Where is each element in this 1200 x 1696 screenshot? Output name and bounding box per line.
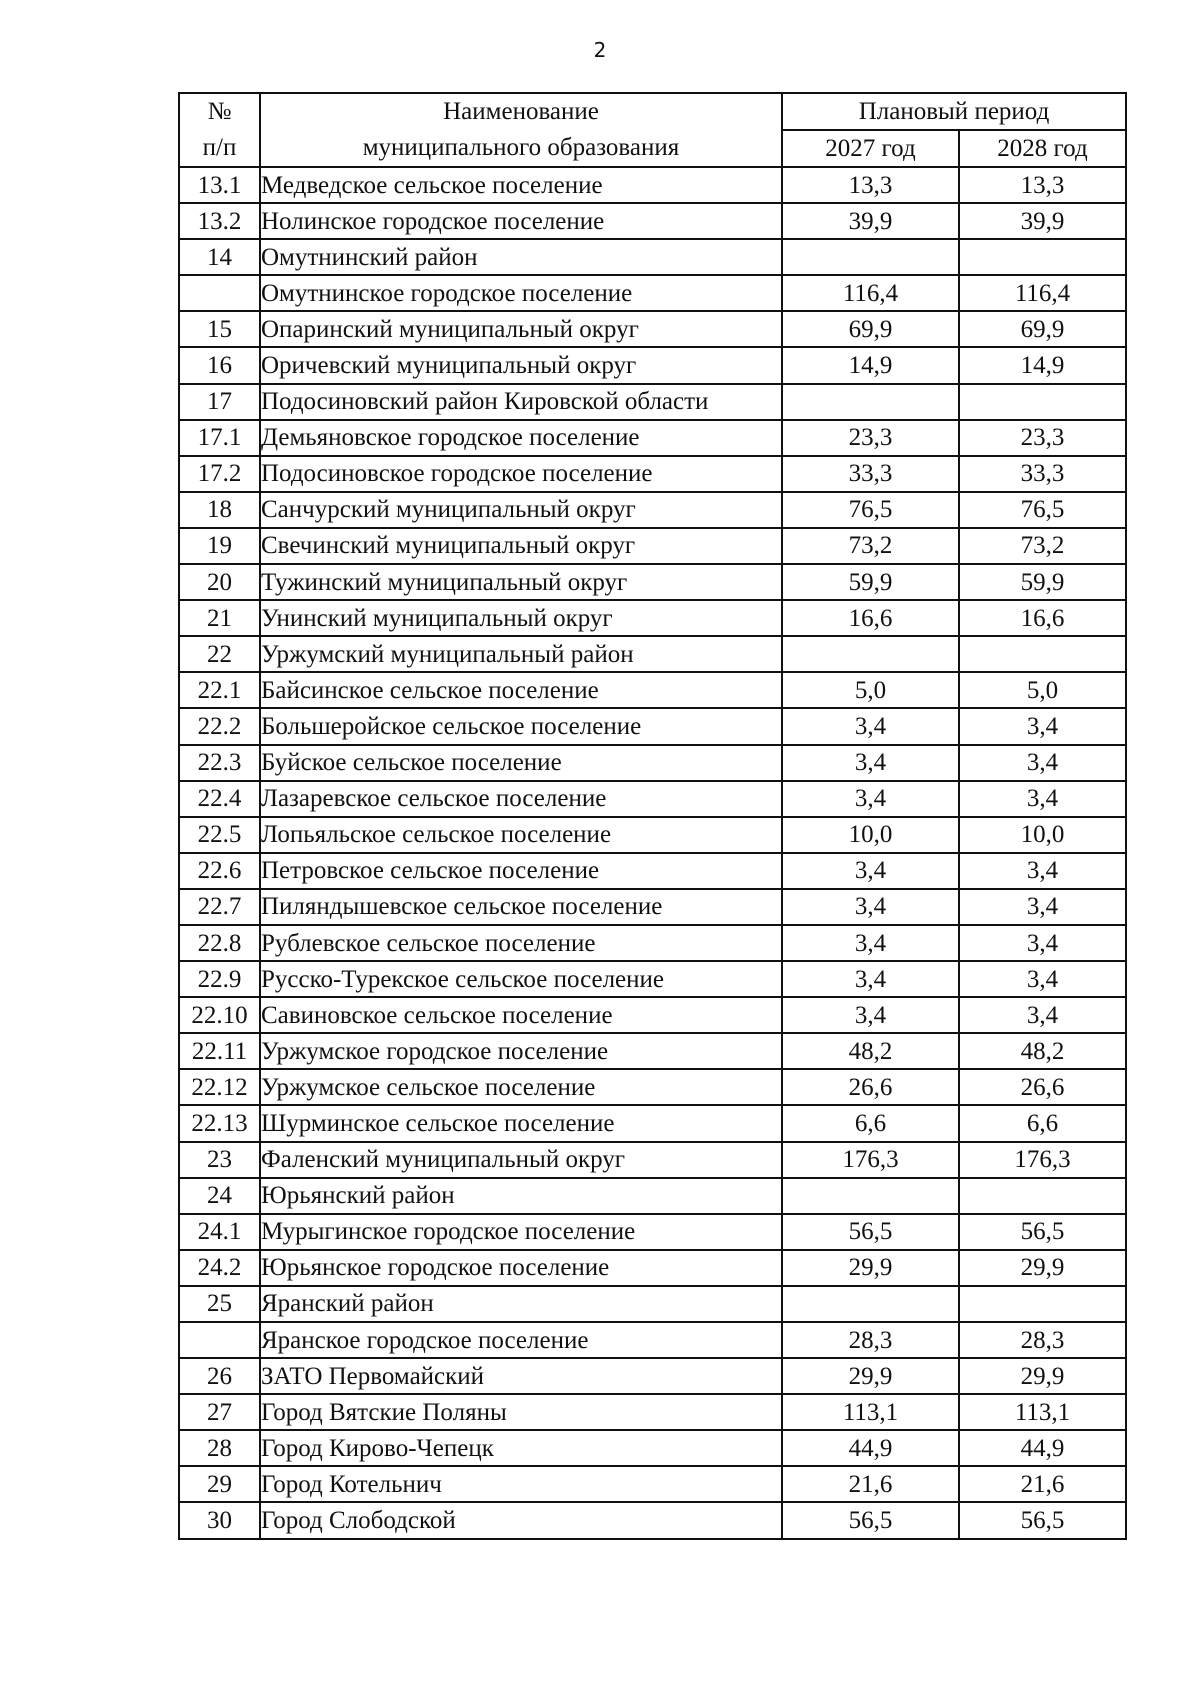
row-value-2027: 29,9 bbox=[782, 1250, 959, 1286]
row-value-2027: 3,4 bbox=[782, 997, 959, 1033]
row-number: 19 bbox=[179, 528, 260, 564]
row-value-2027: 13,3 bbox=[782, 167, 959, 203]
table-row bbox=[179, 203, 1126, 239]
row-value-2027 bbox=[782, 636, 959, 672]
row-municipality-name: Уржумское сельское поселение bbox=[260, 1069, 782, 1105]
row-municipality-name: Медведское сельское поселение bbox=[260, 167, 782, 203]
row-municipality-name: Юрьянский район bbox=[260, 1178, 782, 1214]
table-row bbox=[179, 997, 1126, 1033]
row-value-2028: 116,4 bbox=[959, 275, 1126, 311]
row-municipality-name: Унинский муниципальный округ bbox=[260, 600, 782, 636]
row-value-2028: 3,4 bbox=[959, 781, 1126, 817]
table-row bbox=[179, 853, 1126, 889]
row-value-2028 bbox=[959, 636, 1126, 672]
row-number: 22.9 bbox=[179, 961, 260, 997]
row-value-2027: 73,2 bbox=[782, 528, 959, 564]
row-value-2027: 5,0 bbox=[782, 672, 959, 708]
row-municipality-name: Демьяновское городское поселение bbox=[260, 420, 782, 456]
table-row bbox=[179, 1105, 1126, 1141]
row-value-2027: 56,5 bbox=[782, 1502, 959, 1538]
row-municipality-name: Подосиновское городское поселение bbox=[260, 456, 782, 492]
row-value-2028: 59,9 bbox=[959, 564, 1126, 600]
row-value-2028: 176,3 bbox=[959, 1142, 1126, 1178]
table-row bbox=[179, 600, 1126, 636]
table-row bbox=[179, 1214, 1126, 1250]
row-number bbox=[179, 275, 260, 311]
row-number: 26 bbox=[179, 1358, 260, 1394]
row-municipality-name: Город Котельнич bbox=[260, 1466, 782, 1502]
row-municipality-name: Тужинский муниципальный округ bbox=[260, 564, 782, 600]
row-value-2027: 3,4 bbox=[782, 961, 959, 997]
table-row bbox=[179, 347, 1126, 383]
row-number: 13.2 bbox=[179, 203, 260, 239]
row-value-2027: 56,5 bbox=[782, 1214, 959, 1250]
row-municipality-name: Рублевское сельское поселение bbox=[260, 925, 782, 961]
row-municipality-name: Уржумское городское поселение bbox=[260, 1033, 782, 1069]
row-value-2027: 21,6 bbox=[782, 1466, 959, 1502]
table-row bbox=[179, 781, 1126, 817]
row-municipality-name: Мурыгинское городское поселение bbox=[260, 1214, 782, 1250]
row-value-2028: 73,2 bbox=[959, 528, 1126, 564]
table-row bbox=[179, 1430, 1126, 1466]
row-value-2027: 10,0 bbox=[782, 817, 959, 853]
row-value-2028: 3,4 bbox=[959, 853, 1126, 889]
row-number: 22.13 bbox=[179, 1105, 260, 1141]
row-municipality-name: Большеройское сельское поселение bbox=[260, 708, 782, 744]
row-value-2028 bbox=[959, 1286, 1126, 1322]
page-number: 2 bbox=[593, 38, 607, 62]
row-municipality-name: Город Кирово-Чепецк bbox=[260, 1430, 782, 1466]
row-value-2028: 3,4 bbox=[959, 961, 1126, 997]
table-row bbox=[179, 311, 1126, 347]
allocation-table bbox=[178, 92, 1127, 1540]
row-municipality-name: Шурминское сельское поселение bbox=[260, 1105, 782, 1141]
table-row bbox=[179, 420, 1126, 456]
row-value-2027: 16,6 bbox=[782, 600, 959, 636]
row-number: 22.7 bbox=[179, 889, 260, 925]
row-value-2028: 10,0 bbox=[959, 817, 1126, 853]
row-number: 17.2 bbox=[179, 456, 260, 492]
table-row bbox=[179, 1466, 1126, 1502]
row-number: 28 bbox=[179, 1430, 260, 1466]
table-row bbox=[179, 1069, 1126, 1105]
row-number: 14 bbox=[179, 239, 260, 275]
table-row bbox=[179, 1286, 1126, 1322]
row-number: 22.12 bbox=[179, 1069, 260, 1105]
row-value-2028: 13,3 bbox=[959, 167, 1126, 203]
row-value-2027: 3,4 bbox=[782, 745, 959, 781]
row-value-2028: 3,4 bbox=[959, 745, 1126, 781]
row-number: 24.2 bbox=[179, 1250, 260, 1286]
row-number: 23 bbox=[179, 1142, 260, 1178]
row-value-2027: 116,4 bbox=[782, 275, 959, 311]
row-municipality-name: Фаленский муниципальный округ bbox=[260, 1142, 782, 1178]
row-value-2028: 44,9 bbox=[959, 1430, 1126, 1466]
table-row bbox=[179, 384, 1126, 420]
row-value-2028: 29,9 bbox=[959, 1358, 1126, 1394]
table-header bbox=[179, 93, 1126, 167]
row-number: 22.5 bbox=[179, 817, 260, 853]
row-number bbox=[179, 1322, 260, 1358]
header-year-2028: 2028 год bbox=[959, 130, 1126, 167]
row-value-2027: 26,6 bbox=[782, 1069, 959, 1105]
row-value-2028 bbox=[959, 384, 1126, 420]
row-municipality-name: Лазаревское сельское поселение bbox=[260, 781, 782, 817]
row-number: 22.2 bbox=[179, 708, 260, 744]
row-value-2027: 33,3 bbox=[782, 456, 959, 492]
row-number: 18 bbox=[179, 492, 260, 528]
row-municipality-name: Санчурский муниципальный округ bbox=[260, 492, 782, 528]
row-number: 22.4 bbox=[179, 781, 260, 817]
table-row bbox=[179, 708, 1126, 744]
row-number: 29 bbox=[179, 1466, 260, 1502]
row-municipality-name: Город Вятские Поляны bbox=[260, 1394, 782, 1430]
header-number: № п/п bbox=[179, 93, 260, 167]
row-municipality-name: Савиновское сельское поселение bbox=[260, 997, 782, 1033]
row-value-2027: 176,3 bbox=[782, 1142, 959, 1178]
table-row bbox=[179, 817, 1126, 853]
row-value-2028: 21,6 bbox=[959, 1466, 1126, 1502]
row-value-2027: 14,9 bbox=[782, 347, 959, 383]
row-municipality-name: Яранское городское поселение bbox=[260, 1322, 782, 1358]
row-value-2028: 16,6 bbox=[959, 600, 1126, 636]
row-value-2028: 56,5 bbox=[959, 1502, 1126, 1538]
row-value-2027: 44,9 bbox=[782, 1430, 959, 1466]
row-number: 15 bbox=[179, 311, 260, 347]
row-municipality-name: Оричевский муниципальный округ bbox=[260, 347, 782, 383]
row-municipality-name: Нолинское городское поселение bbox=[260, 203, 782, 239]
row-number: 22.6 bbox=[179, 853, 260, 889]
row-value-2027: 3,4 bbox=[782, 853, 959, 889]
table-row bbox=[179, 889, 1126, 925]
header-municipality-name: Наименование муниципального образования bbox=[260, 93, 782, 167]
table-row bbox=[179, 275, 1126, 311]
row-number: 22.8 bbox=[179, 925, 260, 961]
header-planning-period: Плановый период bbox=[782, 93, 1126, 130]
table-row bbox=[179, 1394, 1126, 1430]
row-value-2028 bbox=[959, 239, 1126, 275]
row-number: 22.11 bbox=[179, 1033, 260, 1069]
row-value-2027: 3,4 bbox=[782, 925, 959, 961]
row-value-2027: 59,9 bbox=[782, 564, 959, 600]
row-value-2027: 69,9 bbox=[782, 311, 959, 347]
row-number: 24 bbox=[179, 1178, 260, 1214]
row-value-2027: 113,1 bbox=[782, 1394, 959, 1430]
row-value-2027 bbox=[782, 1286, 959, 1322]
row-number: 30 bbox=[179, 1502, 260, 1538]
row-number: 13.1 bbox=[179, 167, 260, 203]
row-value-2028: 33,3 bbox=[959, 456, 1126, 492]
row-value-2028: 48,2 bbox=[959, 1033, 1126, 1069]
row-value-2028: 29,9 bbox=[959, 1250, 1126, 1286]
row-value-2028: 113,1 bbox=[959, 1394, 1126, 1430]
row-number: 27 bbox=[179, 1394, 260, 1430]
row-value-2028: 56,5 bbox=[959, 1214, 1126, 1250]
row-number: 21 bbox=[179, 600, 260, 636]
table-row bbox=[179, 456, 1126, 492]
table-row bbox=[179, 925, 1126, 961]
row-municipality-name: Юрьянское городское поселение bbox=[260, 1250, 782, 1286]
row-municipality-name: Опаринский муниципальный округ bbox=[260, 311, 782, 347]
row-value-2028: 28,3 bbox=[959, 1322, 1126, 1358]
table-row bbox=[179, 1033, 1126, 1069]
row-municipality-name: Русско-Турекское сельское поселение bbox=[260, 961, 782, 997]
row-value-2028: 3,4 bbox=[959, 708, 1126, 744]
row-number: 22 bbox=[179, 636, 260, 672]
table-row bbox=[179, 1178, 1126, 1214]
table-row bbox=[179, 672, 1126, 708]
row-municipality-name: Пиляндышевское сельское поселение bbox=[260, 889, 782, 925]
row-value-2028: 39,9 bbox=[959, 203, 1126, 239]
table-row bbox=[179, 745, 1126, 781]
row-number: 24.1 bbox=[179, 1214, 260, 1250]
row-value-2027 bbox=[782, 1178, 959, 1214]
table-row bbox=[179, 1250, 1126, 1286]
table-row bbox=[179, 492, 1126, 528]
row-value-2028: 3,4 bbox=[959, 925, 1126, 961]
row-number: 22.1 bbox=[179, 672, 260, 708]
row-municipality-name: Буйское сельское поселение bbox=[260, 745, 782, 781]
table-row bbox=[179, 636, 1126, 672]
row-municipality-name: ЗАТО Первомайский bbox=[260, 1358, 782, 1394]
row-municipality-name: Свечинский муниципальный округ bbox=[260, 528, 782, 564]
row-number: 25 bbox=[179, 1286, 260, 1322]
row-value-2028: 76,5 bbox=[959, 492, 1126, 528]
row-municipality-name: Уржумский муниципальный район bbox=[260, 636, 782, 672]
table-row bbox=[179, 1358, 1126, 1394]
table-row bbox=[179, 239, 1126, 275]
row-municipality-name: Омутнинское городское поселение bbox=[260, 275, 782, 311]
header-year-2027: 2027 год bbox=[782, 130, 959, 167]
row-value-2027: 3,4 bbox=[782, 708, 959, 744]
row-value-2027 bbox=[782, 384, 959, 420]
row-number: 20 bbox=[179, 564, 260, 600]
row-number: 16 bbox=[179, 347, 260, 383]
table-row bbox=[179, 1502, 1126, 1538]
row-number: 17 bbox=[179, 384, 260, 420]
row-municipality-name: Байсинское сельское поселение bbox=[260, 672, 782, 708]
row-value-2028: 14,9 bbox=[959, 347, 1126, 383]
table-row bbox=[179, 528, 1126, 564]
row-value-2027: 76,5 bbox=[782, 492, 959, 528]
row-number: 22.3 bbox=[179, 745, 260, 781]
row-municipality-name: Яранский район bbox=[260, 1286, 782, 1322]
row-municipality-name: Город Слободской bbox=[260, 1502, 782, 1538]
table-row bbox=[179, 1322, 1126, 1358]
table-row bbox=[179, 564, 1126, 600]
row-number: 22.10 bbox=[179, 997, 260, 1033]
row-municipality-name: Подосиновский район Кировской области bbox=[260, 384, 782, 420]
table-row bbox=[179, 1142, 1126, 1178]
row-value-2028: 3,4 bbox=[959, 889, 1126, 925]
row-municipality-name: Лопьяльское сельское поселение bbox=[260, 817, 782, 853]
row-value-2028: 69,9 bbox=[959, 311, 1126, 347]
row-value-2028: 6,6 bbox=[959, 1105, 1126, 1141]
row-value-2028: 23,3 bbox=[959, 420, 1126, 456]
row-value-2027: 39,9 bbox=[782, 203, 959, 239]
table-row bbox=[179, 167, 1126, 203]
row-number: 17.1 bbox=[179, 420, 260, 456]
row-value-2027: 29,9 bbox=[782, 1358, 959, 1394]
row-value-2027: 48,2 bbox=[782, 1033, 959, 1069]
table-body bbox=[179, 167, 1126, 1539]
row-value-2027: 23,3 bbox=[782, 420, 959, 456]
row-value-2027: 3,4 bbox=[782, 781, 959, 817]
table-row bbox=[179, 961, 1126, 997]
row-value-2027: 3,4 bbox=[782, 889, 959, 925]
row-municipality-name: Петровское сельское поселение bbox=[260, 853, 782, 889]
row-value-2028 bbox=[959, 1178, 1126, 1214]
row-value-2027: 28,3 bbox=[782, 1322, 959, 1358]
row-value-2028: 3,4 bbox=[959, 997, 1126, 1033]
row-value-2028: 26,6 bbox=[959, 1069, 1126, 1105]
row-municipality-name: Омутнинский район bbox=[260, 239, 782, 275]
row-value-2027: 6,6 bbox=[782, 1105, 959, 1141]
row-value-2028: 5,0 bbox=[959, 672, 1126, 708]
row-value-2027 bbox=[782, 239, 959, 275]
